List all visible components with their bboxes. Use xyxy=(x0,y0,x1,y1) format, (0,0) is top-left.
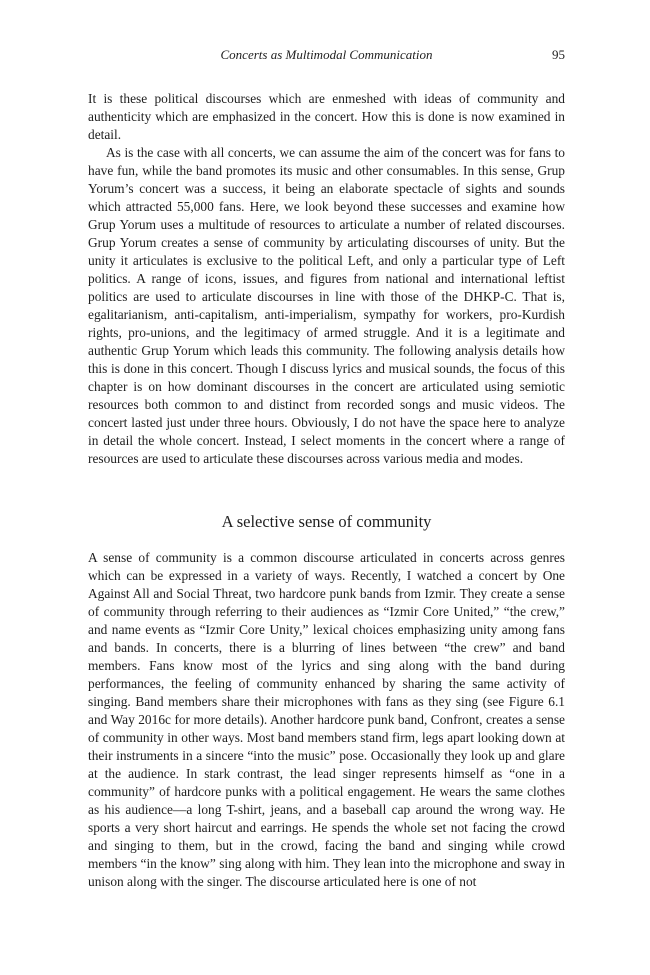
section-heading: A selective sense of community xyxy=(221,512,432,531)
page-number: 95 xyxy=(552,47,565,62)
paragraph: It is these political discourses which are enmeshed with ideas of community and authenticity which are emphasized in the concert. How this is done is now examined in detail. xyxy=(88,91,565,142)
paragraph: As is the case with all concerts, we can assume the aim of the concert was for fans to have fun, while the band promotes its music and other consumables. In this sense, Grup Yorum’s concert was a success, it being an elaborate spectacle of sights and sounds which attracted 55,000 fans. Here, we look beyond these successes and examine how Grup Yorum uses a multitude of resources to articulate a number of related discourses. Grup Yorum creates a sense of community by articulating discourses of unity. But the unity it articulates is exclusive to the political Left, and only a particular type of Left politics. A range of icons, issues, and figures from national and international leftist politics are used to articulate discourses in line with those of the DHKP-C. That is, egalitarianism, anti-capitalism, anti-imperialism, sympathy for workers, pro-Kurdish rights, pro-unions, and the legitimacy of armed struggle. And it is a legitimate and authentic Grup Yorum which leads this community. The following analysis details how this is done in this concert. Though I discuss lyrics and musical sounds, the focus of this chapter is on how dominant discourses in the concert are articulated using semiotic resources both common to and distinct from recorded songs and music videos. The concert lasted just under three hours. Obviously, I do not have the space here to analyze in detail the whole concert. Instead, I select moments in the concert where a range of resources are used to articulate these discourses across various media and modes. xyxy=(88,145,565,466)
section-text-block xyxy=(88,549,565,891)
intro-text-block xyxy=(88,90,565,468)
paragraph: A sense of community is a common discourse articulated in concerts across genres which can be expressed in a variety of ways. Recently, I watched a concert by One Against All and Social Threat, two hardcore punk bands from Izmir. They create a sense of community through referring to their audiences as “Izmir Core United,” “the crew,” and name events as “Izmir Core Unity,” lexical choices emphasizing unity among fans and bands. In concerts, there is a blurring of lines between “the crew” and band members. Fans know most of the lyrics and sing along with the band during performances, the feeling of community enhanced by sharing the same activity of singing. Band members share their microphones with fans as they sing (see Figure 6.1 and Way 2016c for more details). Another hardcore punk band, Confront, creates a sense of community in other ways. Most band members stand firm, legs apart looking down at their instruments in a sincere “into the music” pose. Occasionally they look up and glare at the audience. In stark contrast, the lead singer represents himself as “one in a community” of hardcore punks with a political engagement. He wears the same clothes as his audience—a long T-shirt, jeans, and a baseball cap around the wrong way. He sports a very short haircut and earrings. He spends the whole set not facing the crowd and singing to them, but in the crowd, facing the band and singing while crowd members “in the know” sing along with him. They lean into the microphone and sway in unison along with the singer. The discourse articulated here is one of not xyxy=(88,550,565,889)
running-header xyxy=(88,47,565,65)
running-title: Concerts as Multimodal Communication xyxy=(220,47,433,62)
